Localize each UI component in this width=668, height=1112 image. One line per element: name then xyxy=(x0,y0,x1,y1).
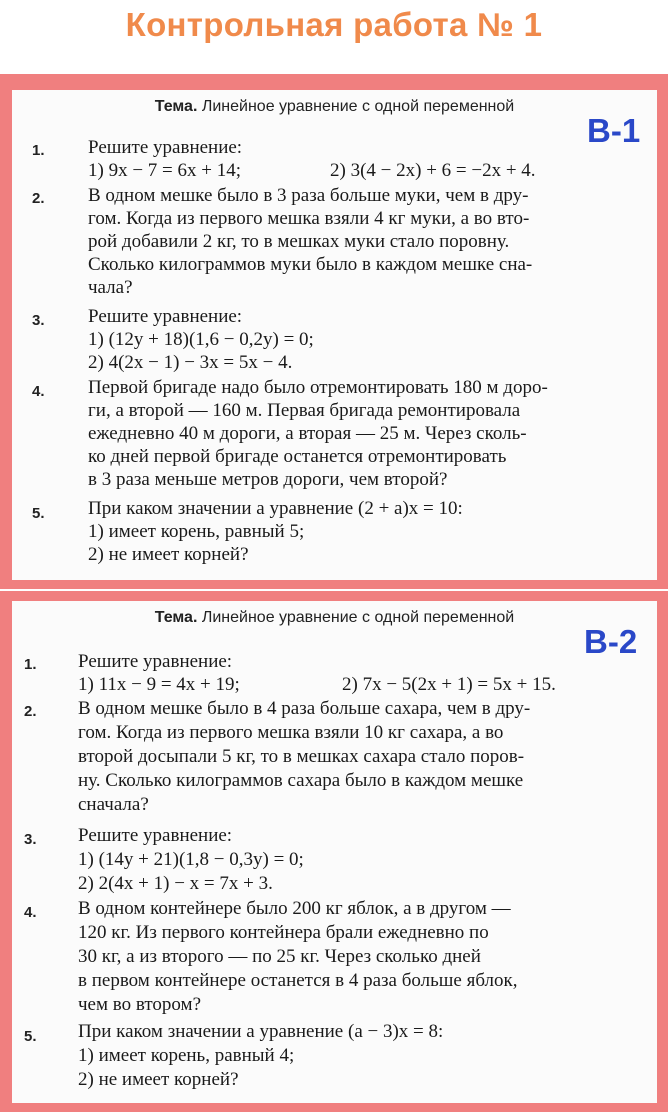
variant-1-card xyxy=(12,90,657,580)
task-line: 120 кг. Из первого контейнера брали ежедневно по xyxy=(78,922,489,943)
topic-prefix: Тема. xyxy=(154,609,198,626)
task-line: сначала? xyxy=(78,794,149,815)
task-line: 1) (14y + 21)(1,8 − 0,3y) = 0; xyxy=(78,849,304,870)
task-line: ко дней первой бригаде останется отремонтировать xyxy=(88,446,507,467)
variant-label: В-1 xyxy=(587,112,641,149)
task-line: 1) (12y + 18)(1,6 − 0,2y) = 0; xyxy=(88,329,314,350)
variant-1-frame xyxy=(0,74,668,589)
task-line: ежедневно 40 м дороги, а вторая — 25 м. Через сколь- xyxy=(88,423,527,444)
task-number: 4. xyxy=(24,904,37,921)
task-line: Решите уравнение: xyxy=(78,651,233,672)
task-line: Решите уравнение: xyxy=(88,306,243,327)
task-line: 1) 11x − 9 = 4x + 19; xyxy=(78,674,240,695)
task-number: 5. xyxy=(32,505,45,522)
task-line: в первом контейнере останется в 4 раза больше яблок, xyxy=(78,970,518,991)
task-line: Решите уравнение: xyxy=(78,825,233,846)
task-line: чем во втором? xyxy=(78,994,201,1015)
task-line: 1) имеет корень, равный 4; xyxy=(78,1045,295,1066)
task-number: 2. xyxy=(24,703,37,720)
task-number: 3. xyxy=(24,831,37,848)
task-line: Сколько килограммов муки было в каждом мешке сна- xyxy=(88,254,533,275)
task-line: 2) 4(2x − 1) − 3x = 5x − 4. xyxy=(88,352,293,373)
variant-2-card xyxy=(12,601,657,1103)
task-line: 2) 3(4 − 2x) + 6 = −2x + 4. xyxy=(330,160,536,181)
task-line: 2) не имеет корней? xyxy=(88,544,249,565)
task-number: 2. xyxy=(32,190,45,207)
page-title: Контрольная работа № 1 xyxy=(125,6,543,43)
task-line: гом. Когда из первого мешка взяли 10 кг сахара, а во xyxy=(78,722,504,743)
topic-text: Линейное уравнение с одной переменной xyxy=(201,609,515,626)
task-number: 5. xyxy=(24,1028,37,1045)
task-line: 2) 7x − 5(2x + 1) = 5x + 15. xyxy=(342,674,556,695)
task-line: второй досыпали 5 кг, то в мешках сахара стало поров- xyxy=(78,746,525,767)
task-line: ги, а второй — 160 м. Первая бригада ремонтировала xyxy=(88,400,521,421)
task-number: 1. xyxy=(24,656,37,673)
task-line: гом. Когда из первого мешка взяли 4 кг муки, а во вто- xyxy=(88,208,530,229)
topic-text: Линейное уравнение с одной переменной xyxy=(201,98,515,115)
topic-prefix: Тема. xyxy=(154,98,198,115)
task-line: 1) имеет корень, равный 5; xyxy=(88,521,305,542)
task-line: ну. Сколько килограммов сахара было в каждом мешке xyxy=(78,770,524,791)
variant-2-frame xyxy=(0,591,668,1112)
task-line: При каком значении a уравнение (a − 3)x = 8: xyxy=(78,1021,444,1042)
task-line: 2) не имеет корней? xyxy=(78,1069,239,1090)
task-number: 3. xyxy=(32,312,45,329)
task-line: Решите уравнение: xyxy=(88,137,243,158)
task-line: 2) 2(4x + 1) − x = 7x + 3. xyxy=(78,873,273,894)
task-line: В одном мешке было в 3 раза больше муки, чем в дру- xyxy=(88,185,529,206)
task-line: 30 кг, а из второго — по 25 кг. Через сколько дней xyxy=(78,946,481,967)
task-line: 1) 9x − 7 = 6x + 14; xyxy=(88,160,242,181)
task-line: рой добавили 2 кг, то в мешках муки стало поровну. xyxy=(88,231,510,252)
task-line: в 3 раза меньше метров дороги, чем второй? xyxy=(88,469,448,490)
task-number: 4. xyxy=(32,383,45,400)
topic-heading xyxy=(12,609,657,627)
variant-label: В-2 xyxy=(584,623,638,660)
task-line: чала? xyxy=(88,277,133,298)
topic-heading xyxy=(12,98,657,116)
task-line: В одном мешке было в 4 раза больше сахара, чем в дру- xyxy=(78,698,531,719)
task-line: При каком значении a уравнение (2 + a)x = 10: xyxy=(88,498,463,519)
task-line: Первой бригаде надо было отремонтировать 180 м доро- xyxy=(88,377,548,398)
task-line: В одном контейнере было 200 кг яблок, а в другом — xyxy=(78,898,511,919)
task-number: 1. xyxy=(32,142,45,159)
